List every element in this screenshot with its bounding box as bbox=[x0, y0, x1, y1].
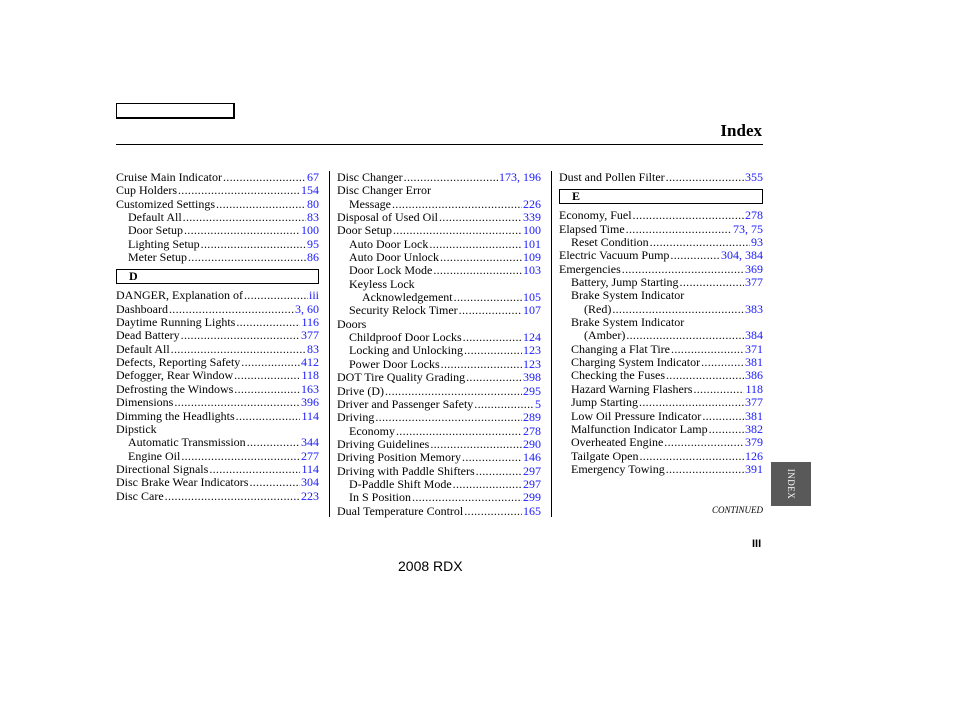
page-link[interactable]: 379 bbox=[745, 435, 763, 450]
index-entry[interactable] bbox=[337, 344, 541, 357]
leader-dots bbox=[429, 238, 522, 251]
entry-label: (Red) bbox=[584, 301, 612, 316]
index-entry[interactable] bbox=[337, 385, 541, 398]
index-entry bbox=[337, 318, 541, 331]
leader-dots bbox=[476, 465, 522, 478]
continued-label: CONTINUED bbox=[711, 505, 763, 515]
entry-label: Brake System Indicator bbox=[571, 315, 685, 330]
leader-dots bbox=[666, 369, 744, 382]
index-entry[interactable] bbox=[116, 463, 319, 476]
page-link[interactable]: 297 bbox=[523, 476, 541, 491]
page-link[interactable]: 304, 384 bbox=[721, 248, 763, 263]
index-entry[interactable] bbox=[559, 171, 763, 184]
index-entry[interactable] bbox=[559, 209, 763, 222]
leader-dots bbox=[241, 356, 300, 369]
entry-label: Message bbox=[349, 196, 391, 211]
entry-label: Driving with Paddle Shifters bbox=[337, 463, 475, 478]
index-column-1 bbox=[116, 171, 319, 503]
index-entry[interactable] bbox=[116, 251, 319, 264]
entry-label: Economy, Fuel bbox=[559, 208, 632, 223]
leader-dots bbox=[633, 209, 744, 222]
leader-dots bbox=[664, 436, 744, 449]
leader-dots bbox=[404, 171, 498, 184]
index-entry[interactable] bbox=[337, 171, 541, 184]
leader-dots bbox=[393, 224, 522, 237]
index-entry bbox=[337, 278, 541, 291]
index-entry[interactable] bbox=[116, 490, 319, 503]
leader-dots bbox=[236, 316, 300, 329]
entry-label: Power Door Locks bbox=[349, 356, 440, 371]
leader-dots bbox=[702, 410, 744, 423]
page-link[interactable]: 278 bbox=[523, 423, 541, 438]
entry-label: Changing a Flat Tire bbox=[571, 341, 671, 356]
leader-dots bbox=[459, 304, 522, 317]
leader-dots bbox=[234, 383, 300, 396]
entry-label: Elapsed Time bbox=[559, 221, 625, 236]
page-link[interactable]: 165 bbox=[523, 503, 541, 518]
index-entry[interactable] bbox=[116, 356, 319, 369]
page-link[interactable]: 163 bbox=[301, 381, 319, 396]
leader-dots bbox=[169, 303, 294, 316]
index-entry[interactable] bbox=[116, 303, 319, 316]
index-entry[interactable] bbox=[116, 316, 319, 329]
entry-label: Doors bbox=[337, 316, 367, 331]
index-entry[interactable] bbox=[116, 410, 319, 423]
entry-label: Meter Setup bbox=[128, 250, 187, 265]
entry-label: Defrosting the Windows bbox=[116, 381, 234, 396]
page-link[interactable]: 223 bbox=[301, 488, 319, 503]
index-entry[interactable] bbox=[337, 451, 541, 464]
index-entry[interactable] bbox=[116, 238, 319, 251]
leader-dots bbox=[626, 329, 744, 342]
index-column-2 bbox=[337, 171, 541, 518]
page-link[interactable]: 381 bbox=[745, 355, 763, 370]
entry-label: Driving bbox=[337, 410, 375, 425]
index-entry[interactable] bbox=[116, 198, 319, 211]
entry-label: Battery, Jump Starting bbox=[571, 275, 679, 290]
page-link[interactable]: 123 bbox=[523, 343, 541, 358]
leader-dots bbox=[236, 410, 301, 423]
leader-dots bbox=[188, 251, 306, 264]
index-entry[interactable] bbox=[559, 423, 763, 436]
index-entry[interactable] bbox=[337, 198, 541, 211]
title-rule bbox=[116, 144, 763, 145]
index-entry[interactable] bbox=[116, 436, 319, 449]
index-entry[interactable] bbox=[116, 369, 319, 382]
entry-label: Lighting Setup bbox=[128, 236, 200, 251]
page-link[interactable]: 86 bbox=[307, 250, 319, 265]
top-marker-box bbox=[116, 103, 235, 119]
index-entry[interactable] bbox=[559, 303, 763, 316]
leader-dots bbox=[209, 463, 300, 476]
leader-dots bbox=[439, 211, 522, 224]
entry-label: DOT Tire Quality Grading bbox=[337, 370, 466, 385]
entry-label: Driver and Passenger Safety bbox=[337, 396, 474, 411]
leader-dots bbox=[249, 476, 300, 489]
entry-label: Driving Position Memory bbox=[337, 450, 462, 465]
leader-dots bbox=[453, 478, 522, 491]
leader-dots bbox=[174, 396, 300, 409]
page-link[interactable]: 384 bbox=[745, 328, 763, 343]
leader-dots bbox=[670, 249, 720, 262]
index-entry[interactable] bbox=[116, 329, 319, 342]
footer-model: 2008 RDX bbox=[398, 558, 463, 574]
page-link[interactable]: iii bbox=[308, 288, 319, 303]
index-side-tab[interactable] bbox=[771, 462, 811, 506]
index-entry[interactable] bbox=[116, 476, 319, 489]
page-link[interactable]: 173, 196 bbox=[499, 170, 541, 184]
page-link[interactable]: 3, 60 bbox=[295, 301, 319, 316]
entry-label: Disc Changer bbox=[337, 170, 403, 184]
page-link[interactable]: 83 bbox=[307, 341, 319, 356]
entry-label: Brake System Indicator bbox=[571, 288, 685, 303]
entry-label: Cruise Main Indicator bbox=[116, 170, 222, 184]
index-entry[interactable] bbox=[116, 184, 319, 197]
index-entry[interactable] bbox=[559, 450, 763, 463]
page-link[interactable]: 382 bbox=[745, 421, 763, 436]
entry-label: Auto Door Unlock bbox=[349, 250, 439, 265]
index-entry[interactable] bbox=[559, 436, 763, 449]
entry-label: Disc Changer Error bbox=[337, 183, 431, 198]
page-link[interactable]: 377 bbox=[745, 395, 763, 410]
index-entry bbox=[559, 316, 763, 329]
index-entry[interactable] bbox=[559, 463, 763, 476]
entry-label: Door Setup bbox=[128, 223, 183, 238]
leader-dots bbox=[165, 490, 300, 503]
entry-label: Reset Condition bbox=[571, 235, 649, 250]
entry-label: Daytime Running Lights bbox=[116, 315, 236, 330]
entry-label: Electric Vacuum Pump bbox=[559, 248, 670, 263]
entry-label: Low Oil Pressure Indicator bbox=[571, 408, 702, 423]
entry-label: (Amber) bbox=[584, 328, 626, 343]
leader-dots bbox=[671, 343, 744, 356]
index-entry bbox=[337, 184, 541, 197]
index-entry bbox=[559, 289, 763, 302]
entry-label: Emergency Towing bbox=[571, 461, 665, 476]
index-entry[interactable] bbox=[559, 329, 763, 342]
leader-dots bbox=[666, 463, 744, 476]
leader-dots bbox=[412, 491, 522, 504]
leader-dots bbox=[666, 171, 744, 184]
page-link[interactable]: 118 bbox=[301, 368, 319, 383]
index-entry[interactable] bbox=[559, 369, 763, 382]
index-entry[interactable] bbox=[337, 478, 541, 491]
entry-label: Default All bbox=[128, 210, 182, 225]
entry-label: Drive (D) bbox=[337, 383, 384, 398]
page-link[interactable]: 124 bbox=[523, 330, 541, 345]
page-link[interactable]: 105 bbox=[523, 290, 541, 305]
index-column-3 bbox=[559, 171, 763, 476]
leader-dots bbox=[181, 329, 300, 342]
page-link[interactable]: 290 bbox=[523, 436, 541, 451]
index-entry[interactable] bbox=[337, 438, 541, 451]
leader-dots bbox=[626, 223, 732, 236]
entry-label: Emergencies bbox=[559, 261, 621, 276]
index-entry[interactable] bbox=[559, 276, 763, 289]
page-link[interactable]: 67 bbox=[307, 170, 319, 184]
entry-label: In S Position bbox=[349, 490, 412, 505]
page-link[interactable]: 381 bbox=[745, 408, 763, 423]
index-entry[interactable] bbox=[337, 211, 541, 224]
index-entry[interactable] bbox=[337, 491, 541, 504]
index-entry[interactable] bbox=[559, 249, 763, 262]
page-link[interactable]: 297 bbox=[523, 463, 541, 478]
index-entry[interactable] bbox=[559, 263, 763, 276]
leader-dots bbox=[693, 383, 744, 396]
index-entry[interactable] bbox=[337, 398, 541, 411]
index-entry[interactable] bbox=[337, 465, 541, 478]
page-link[interactable]: 295 bbox=[523, 383, 541, 398]
page-link[interactable]: 100 bbox=[301, 223, 319, 238]
page-link[interactable]: 93 bbox=[751, 235, 763, 250]
entry-label: Dimensions bbox=[116, 395, 174, 410]
page-link[interactable]: 146 bbox=[523, 450, 541, 465]
entry-label: Engine Oil bbox=[128, 448, 181, 463]
entry-label: Directional Signals bbox=[116, 461, 209, 476]
leader-dots bbox=[474, 398, 534, 411]
leader-dots bbox=[430, 438, 522, 451]
index-entry[interactable] bbox=[116, 211, 319, 224]
entry-label: Charging System Indicator bbox=[571, 355, 701, 370]
page-title: Index bbox=[720, 121, 762, 140]
index-entry[interactable] bbox=[116, 383, 319, 396]
index-entry bbox=[116, 423, 319, 436]
entry-label: Dual Temperature Control bbox=[337, 503, 464, 518]
entry-label: D-Paddle Shift Mode bbox=[349, 476, 452, 491]
page-link[interactable]: 412 bbox=[301, 355, 319, 370]
page-link[interactable]: 304 bbox=[301, 475, 319, 490]
index-entry[interactable] bbox=[337, 224, 541, 237]
index-entry[interactable] bbox=[116, 224, 319, 237]
page-link[interactable]: 299 bbox=[523, 490, 541, 505]
index-entry[interactable] bbox=[337, 358, 541, 371]
leader-dots bbox=[612, 303, 744, 316]
page-link[interactable]: 371 bbox=[745, 341, 763, 356]
index-entry[interactable] bbox=[116, 396, 319, 409]
entry-label: Defects, Reporting Safety bbox=[116, 355, 241, 370]
entry-label: Malfunction Indicator Lamp bbox=[571, 421, 708, 436]
leader-dots bbox=[466, 371, 522, 384]
page-link[interactable]: 377 bbox=[301, 328, 319, 343]
leader-dots bbox=[181, 450, 300, 463]
page-link[interactable]: 114 bbox=[301, 461, 319, 476]
section-header: D bbox=[116, 269, 319, 284]
entry-label: Disc Care bbox=[116, 488, 164, 503]
page-link[interactable]: 355 bbox=[745, 170, 763, 184]
entry-label: Jump Starting bbox=[571, 395, 639, 410]
page-link[interactable]: 73, 75 bbox=[733, 221, 763, 236]
leader-dots bbox=[440, 251, 522, 264]
leader-dots bbox=[171, 343, 306, 356]
leader-dots bbox=[464, 344, 522, 357]
page-link[interactable]: 369 bbox=[745, 261, 763, 276]
leader-dots bbox=[234, 369, 300, 382]
page-link[interactable]: 118 bbox=[745, 381, 763, 396]
entry-label: Customized Settings bbox=[116, 196, 215, 211]
index-entry[interactable] bbox=[116, 171, 319, 184]
index-entry[interactable] bbox=[337, 304, 541, 317]
index-entry[interactable] bbox=[337, 505, 541, 518]
entry-label: Dust and Pollen Filter bbox=[559, 170, 665, 184]
page-link[interactable]: 391 bbox=[745, 461, 763, 476]
leader-dots bbox=[247, 436, 300, 449]
page-link[interactable]: 103 bbox=[523, 263, 541, 278]
index-entry[interactable] bbox=[559, 383, 763, 396]
index-entry[interactable] bbox=[559, 396, 763, 409]
column-divider bbox=[551, 171, 552, 517]
page-link[interactable]: 123 bbox=[523, 356, 541, 371]
page-link[interactable]: 383 bbox=[745, 301, 763, 316]
leader-dots bbox=[216, 198, 306, 211]
entry-label: Dead Battery bbox=[116, 328, 180, 343]
page-link[interactable]: 95 bbox=[307, 236, 319, 251]
page-link[interactable]: 5 bbox=[535, 396, 541, 411]
page-link[interactable]: 126 bbox=[745, 448, 763, 463]
index-entry[interactable] bbox=[337, 331, 541, 344]
entry-label: Disc Brake Wear Indicators bbox=[116, 475, 249, 490]
index-entry[interactable] bbox=[337, 251, 541, 264]
leader-dots bbox=[639, 450, 744, 463]
index-entry[interactable] bbox=[559, 223, 763, 236]
page-link[interactable]: 100 bbox=[523, 223, 541, 238]
index-entry[interactable] bbox=[559, 410, 763, 423]
page-link[interactable]: 289 bbox=[523, 410, 541, 425]
entry-label: DANGER, Explanation of bbox=[116, 288, 243, 303]
entry-label: Checking the Fuses bbox=[571, 368, 665, 383]
page-link[interactable]: 398 bbox=[523, 370, 541, 385]
leader-dots bbox=[396, 425, 522, 438]
leader-dots bbox=[622, 263, 744, 276]
column-divider bbox=[329, 171, 330, 517]
leader-dots bbox=[201, 238, 306, 251]
entry-label: Dashboard bbox=[116, 301, 168, 316]
leader-dots bbox=[433, 264, 522, 277]
index-entry[interactable] bbox=[116, 450, 319, 463]
entry-label: Acknowledgement bbox=[362, 290, 453, 305]
leader-dots bbox=[639, 396, 744, 409]
entry-label: Default All bbox=[116, 341, 170, 356]
entry-label: Auto Door Lock bbox=[349, 236, 429, 251]
entry-label: Economy bbox=[349, 423, 395, 438]
index-entry[interactable] bbox=[559, 356, 763, 369]
page-link[interactable]: 396 bbox=[301, 395, 319, 410]
leader-dots bbox=[223, 171, 306, 184]
leader-dots bbox=[454, 291, 522, 304]
entry-label: Childproof Door Locks bbox=[349, 330, 462, 345]
page-link[interactable]: 278 bbox=[745, 208, 763, 223]
page-link[interactable]: 116 bbox=[301, 315, 319, 330]
leader-dots bbox=[463, 331, 522, 344]
leader-dots bbox=[650, 236, 750, 249]
entry-label: Overheated Engine bbox=[571, 435, 664, 450]
leader-dots bbox=[441, 358, 522, 371]
leader-dots bbox=[462, 451, 522, 464]
entry-label: Tailgate Open bbox=[571, 448, 639, 463]
leader-dots bbox=[680, 276, 744, 289]
entry-label: Disposal of Used Oil bbox=[337, 210, 438, 225]
entry-label: Driving Guidelines bbox=[337, 436, 430, 451]
section-header: E bbox=[559, 189, 763, 204]
index-entry[interactable] bbox=[337, 411, 541, 424]
entry-label: Cup Holders bbox=[116, 183, 177, 198]
leader-dots bbox=[184, 224, 300, 237]
entry-label: Keyless Lock bbox=[349, 276, 415, 291]
entry-label: Door Setup bbox=[337, 223, 392, 238]
leader-dots bbox=[375, 411, 522, 424]
page-link[interactable]: 83 bbox=[307, 210, 319, 225]
page-link[interactable]: 377 bbox=[745, 275, 763, 290]
leader-dots bbox=[178, 184, 300, 197]
page-link[interactable]: 277 bbox=[301, 448, 319, 463]
entry-label: Hazard Warning Flashers bbox=[571, 381, 693, 396]
index-entry[interactable] bbox=[116, 289, 319, 302]
leader-dots bbox=[709, 423, 744, 436]
index-entry[interactable] bbox=[559, 236, 763, 249]
index-entry[interactable] bbox=[116, 343, 319, 356]
entry-label: Security Relock Timer bbox=[349, 303, 458, 318]
index-entry[interactable] bbox=[337, 371, 541, 384]
page-link[interactable]: 80 bbox=[307, 196, 319, 211]
page-link[interactable]: 339 bbox=[523, 210, 541, 225]
leader-dots bbox=[464, 505, 522, 518]
index-entry[interactable] bbox=[337, 264, 541, 277]
index-entry[interactable] bbox=[559, 343, 763, 356]
entry-label: Door Lock Mode bbox=[349, 263, 433, 278]
page-link[interactable]: 109 bbox=[523, 250, 541, 265]
page-number: III bbox=[752, 538, 762, 550]
side-tab-label: INDEX bbox=[786, 468, 796, 500]
leader-dots bbox=[183, 211, 306, 224]
page-link[interactable]: 386 bbox=[745, 368, 763, 383]
entry-label: Dipstick bbox=[116, 421, 157, 436]
leader-dots bbox=[244, 289, 308, 302]
entry-label: Dimming the Headlights bbox=[116, 408, 235, 423]
page-link[interactable]: 154 bbox=[301, 183, 319, 198]
page-link[interactable]: 107 bbox=[523, 303, 541, 318]
page-link[interactable]: 344 bbox=[301, 435, 319, 450]
page-link[interactable]: 226 bbox=[523, 196, 541, 211]
entry-label: Automatic Transmission bbox=[128, 435, 246, 450]
index-entry[interactable] bbox=[337, 238, 541, 251]
entry-label: Locking and Unlocking bbox=[349, 343, 463, 358]
index-entry[interactable] bbox=[337, 291, 541, 304]
index-entry[interactable] bbox=[337, 425, 541, 438]
entry-label: Defogger, Rear Window bbox=[116, 368, 234, 383]
leader-dots bbox=[701, 356, 744, 369]
leader-dots bbox=[392, 198, 522, 211]
leader-dots bbox=[385, 385, 522, 398]
page-link[interactable]: 114 bbox=[301, 408, 319, 423]
page-link[interactable]: 101 bbox=[523, 236, 541, 251]
